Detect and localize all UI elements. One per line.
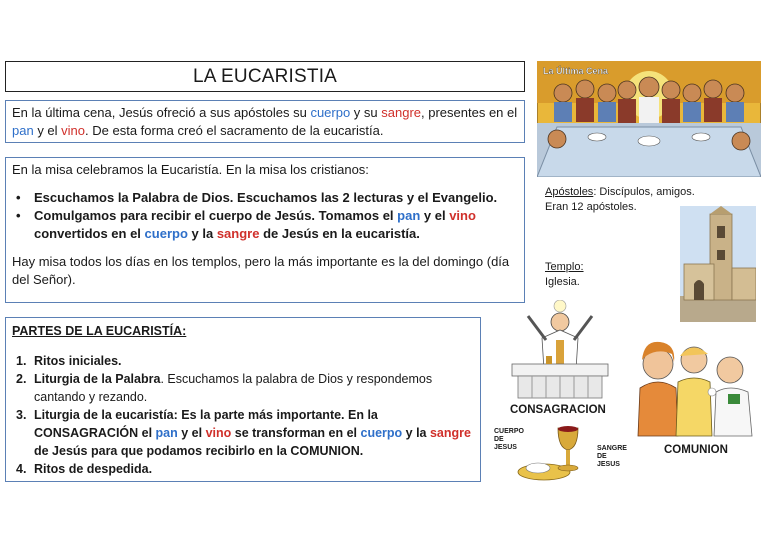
intro-text-part: , presentes en el	[421, 105, 518, 120]
misa-closing: Hay misa todos los días en los templos, pero la más importante es la del domingo (día del Señor).	[12, 254, 510, 287]
intro-text-part: . De esta forma creó el sacramento de la eucaristía.	[85, 123, 384, 138]
word-cuerpo: cuerpo	[310, 105, 351, 120]
item-text: se transforman en el	[231, 426, 361, 440]
partes-item	[12, 370, 474, 406]
consagracion-illustration	[506, 300, 614, 402]
templo-def: Iglesia.	[545, 276, 580, 288]
item-title: Liturgia de la eucaristía	[34, 408, 174, 422]
item-text: . Escuchamos la palabra de Dios y respondemos cantando y rezando.	[34, 372, 433, 404]
word-sangre: sangre	[381, 105, 422, 120]
comunion-illustration	[632, 330, 754, 438]
partes-box	[5, 317, 481, 482]
word-vino: vino	[61, 123, 86, 138]
item-title: Liturgia de la Palabra	[34, 372, 161, 386]
intro-text-part: y el	[33, 123, 62, 138]
misa-bullet-comulgamos	[12, 207, 518, 243]
item-title: Ritos iniciales.	[34, 354, 122, 368]
word-pan: pan	[155, 426, 178, 440]
apostoles-term: Apóstoles	[545, 186, 594, 198]
misa-list	[12, 189, 518, 243]
item-number: 2.	[16, 372, 27, 386]
partes-item	[12, 460, 474, 478]
partes-list	[12, 352, 474, 478]
item-text: y la	[402, 426, 430, 440]
partes-item	[12, 352, 474, 370]
misa-box	[5, 157, 525, 303]
item-text: : Es la parte más importante. En la CONSAGRACIÓN el	[34, 408, 378, 440]
comunion-label: COMUNION	[664, 444, 728, 456]
title-box	[5, 61, 525, 92]
intro-text-part: En la última cena, Jesús ofreció a sus apóstoles su	[12, 105, 311, 120]
text-part: convertidos en el	[34, 226, 145, 241]
sangre-de-jesus-label: SANGRE DE JESUS	[597, 445, 627, 468]
templo-note	[545, 260, 584, 290]
word-sangre: sangre	[216, 226, 260, 241]
church-photo	[680, 206, 756, 322]
item-title: Ritos de despedida.	[34, 462, 153, 476]
item-number: 3.	[16, 408, 27, 422]
consagracion-label: CONSAGRACION	[510, 404, 606, 416]
apostoles-def: : Discípulos, amigos.	[593, 186, 695, 198]
word-sangre: sangre	[429, 426, 471, 440]
misa-lead: En la misa celebramos la Eucaristía. En la misa los cristianos:	[12, 162, 369, 177]
text-part: de Jesús en la eucaristía.	[259, 226, 420, 241]
item-number: 1.	[16, 354, 27, 368]
word-cuerpo: cuerpo	[360, 426, 403, 440]
item-text: de Jesús para que podamos recibirlo en la COMUNION.	[34, 444, 364, 458]
item-text: y el	[177, 426, 206, 440]
partes-item	[12, 406, 474, 460]
word-vino: vino	[205, 426, 232, 440]
intro-text-part: y su	[350, 105, 382, 120]
word-pan: pan	[12, 123, 34, 138]
page-title: LA EUCARISTIA	[192, 65, 338, 87]
apostoles-note	[545, 185, 695, 215]
partes-heading: PARTES DE LA EUCARISTÍA:	[12, 324, 187, 338]
apostoles-line2: Eran 12 apóstoles.	[545, 201, 637, 213]
misa-bullet-escuchamos: • Escuchamos la Palabra de Dios. Escuchamos las 2 lecturas y el Evangelio.	[12, 189, 518, 207]
text-part: Comulgamos para recibir el cuerpo de Jesús. Tomamos el	[34, 208, 398, 223]
ultima-cena-label: La Última Cena	[543, 66, 609, 76]
text-part: y la	[187, 226, 217, 241]
word-vino: vino	[449, 208, 476, 223]
text-part: y el	[420, 208, 450, 223]
word-cuerpo: cuerpo	[144, 226, 188, 241]
templo-term: Templo:	[545, 261, 584, 273]
intro-text	[12, 104, 518, 140]
item-number: 4.	[16, 462, 27, 476]
intro-box	[5, 100, 525, 143]
cuerpo-de-jesus-label: CUERPO DE JESUS	[494, 428, 524, 451]
ultima-cena-illustration	[537, 61, 761, 177]
word-pan: pan	[397, 208, 421, 223]
